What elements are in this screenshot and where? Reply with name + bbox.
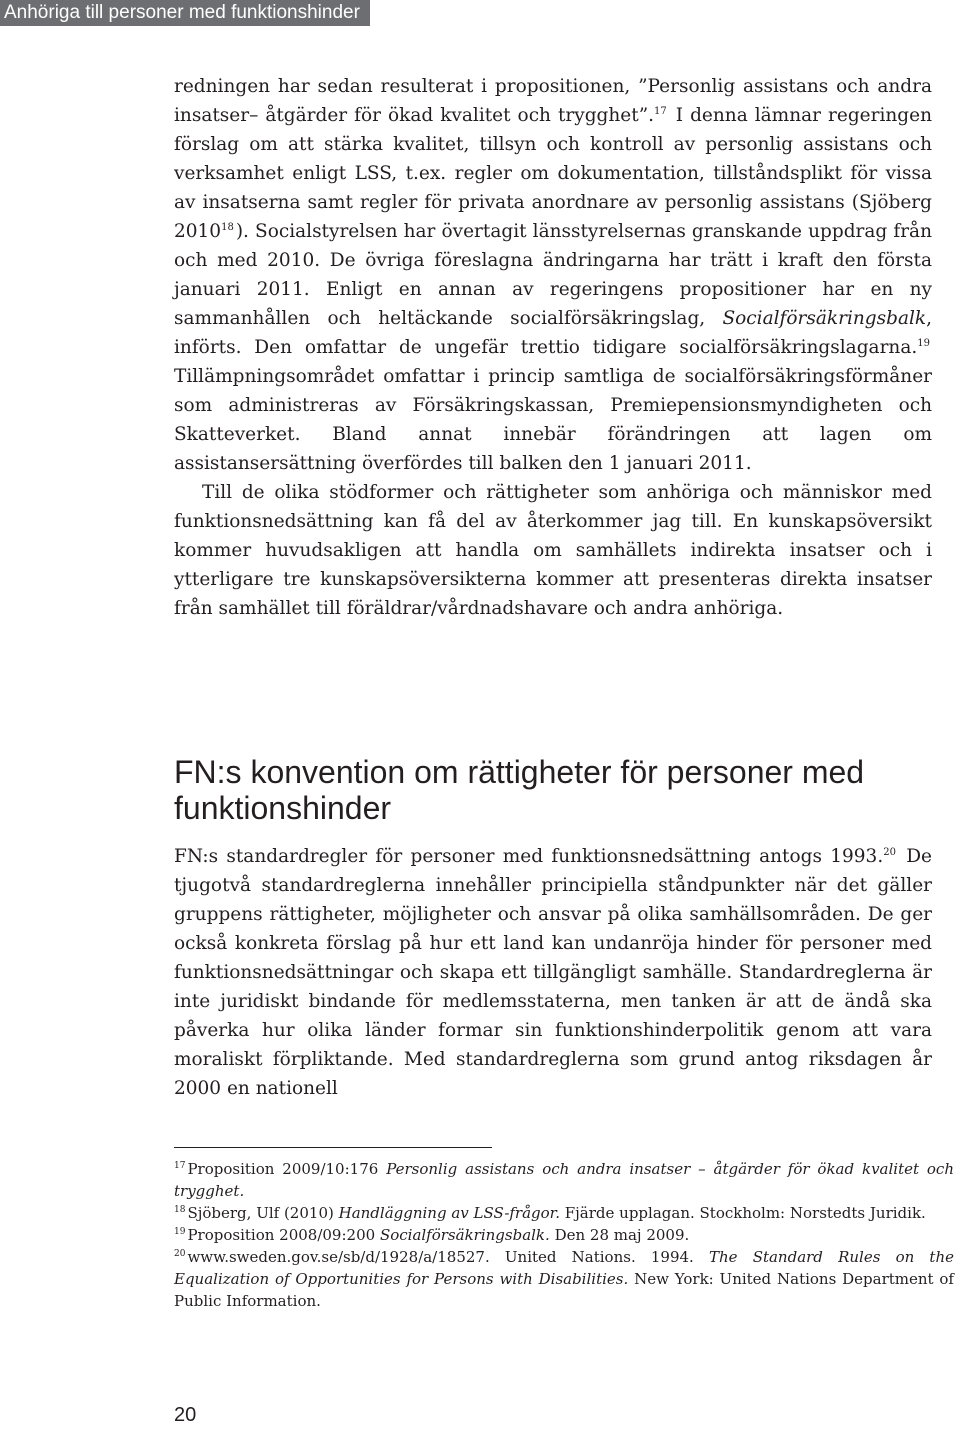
- section-text: [174, 842, 932, 1103]
- footnote-17: $^{17}$ Proposition 2009/10:176 Personlig assistans och andra insatser – åtgärder för ökad kvalitet och trygghet.: [174, 1160, 954, 1200]
- footnote-ref-20: 20: [883, 847, 896, 858]
- footnote-20: $^{20}$ www.sweden.gov.se/sb/d/1928/a/18527. United Nations. 1994. The Standard Rules on the Equalization of Opportunities for Persons with Disabilities. New York: United Nations Department of Public Information.: [174, 1248, 954, 1310]
- page-number: 20: [174, 1404, 197, 1426]
- body-text: [174, 72, 932, 623]
- footnote-19: $^{19}$ Proposition 2008/09:200 Socialförsäkringsbalk. Den 28 maj 2009.: [174, 1226, 690, 1244]
- footnote-ref-18: 18: [221, 222, 234, 233]
- footnote-18: $^{18}$ Sjöberg, Ulf (2010) Handläggning av LSS-frågor. Fjärde upplagan. Stockholm: Norstedts Juridik.: [174, 1204, 926, 1222]
- footnotes: [174, 1158, 954, 1312]
- section-paragraph: FN:s standardregler för personer med funktionsnedsättning antogs 1993.20 De tjugotvå standardreglerna innehåller principiella ståndpunkter när det gäller gruppens rättigheter, möjligheter och ansvar på olika samhällsområden. De ger också konkreta förslag på hur ett land kan undanröja hinder för personer med funktionsnedsättningar och skapa ett tillgängligt samhälle. Standardreglerna är inte juridiskt bindande för medlemsstaterna, men tanken är att de ändå ska påverka hur olika länder formar sin funktionshinderpolitik genom att vara moraliskt förpliktande. Med standardreglerna som grund antog riksdagen år 2000 en nationell: [174, 846, 932, 1099]
- footnote-divider: [174, 1147, 492, 1148]
- running-head: Anhöriga till personer med funktionshinder: [0, 0, 370, 26]
- section-heading: FN:s konvention om rättigheter för personer med funktionshinder: [174, 754, 865, 826]
- paragraph-2: Till de olika stödformer och rättigheter som anhöriga och människor med funktionsnedsättning kan få del av återkommer jag till. En kunskapsöversikt kommer huvudsakligen att handla om samhällets indirekta insatser och i ytterligare tre kunskapsöversikterna kommer att presenteras direkta insatser från samhället till föräldrar/vårdnadshavare och andra anhöriga.: [174, 482, 932, 619]
- footnote-ref-19: 19: [917, 338, 930, 349]
- footnote-ref-17: 17: [654, 106, 667, 117]
- paragraph-1: redningen har sedan resulterat i propositionen, ”Personlig assistans och andra insatser– åtgärder för ökad kvalitet och trygghet”.$^{17}$ I denna lämnar regeringen förslag om att stärka kvalitet, tillsyn och kontroll av personlig assistans och verksamhet enligt LSS, t.ex. regler om dokumentation, tillståndsplikt för vissa av insatserna samt regler för privata anordnare av personlig assistans (Sjöberg 2010$^{18}$ ). Socialstyrelsen har övertagit länsstyrelsernas granskande uppdrag från och med 2010. De övriga föreslagna ändringarna har trätt i kraft den första januari 2011. Enligt en annan av regeringens propositioner har en ny sammanhållen och heltäckande socialförsäkringslag, Socialförsäkringsbalk, införts. Den omfattar de ungefär trettio tidigare socialförsäkringslagarna.$^{19}$ Tillämpningsområdet omfattar i princip samtliga de socialförsäkringsförmåner som administreras av Försäkringskassan, Premiepensionsmyndigheten och Skatteverket. Bland annat innebär förändringen att lagen om assistansersättning överfördes till balken den 1 januari 2011.: [174, 76, 932, 474]
